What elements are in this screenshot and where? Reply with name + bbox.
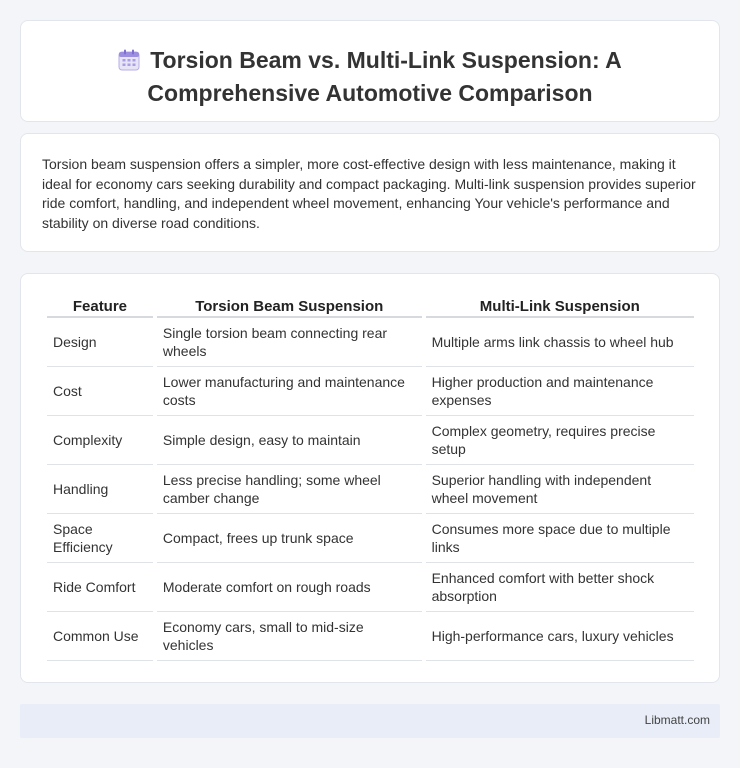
- multi-link-cell: Enhanced comfort with better shock absorption: [426, 563, 694, 612]
- feature-cell: Ride Comfort: [47, 563, 153, 612]
- feature-cell: Space Efficiency: [47, 514, 153, 563]
- comparison-card: [20, 273, 720, 683]
- footer: [20, 704, 720, 738]
- feature-cell: Design: [47, 318, 153, 367]
- feature-cell: Common Use: [47, 612, 153, 661]
- table-row: [47, 318, 694, 367]
- table-row: [47, 465, 694, 514]
- torsion-beam-cell: Lower manufacturing and maintenance costs: [157, 367, 422, 416]
- page-title: [41, 45, 699, 108]
- torsion-beam-cell: Less precise handling; some wheel camber change: [157, 465, 422, 514]
- intro-card: [20, 133, 720, 252]
- torsion-beam-cell: Economy cars, small to mid-size vehicles: [157, 612, 422, 661]
- feature-cell: Handling: [47, 465, 153, 514]
- calendar-icon: [118, 48, 140, 78]
- footer-brand: Libmatt.com: [644, 713, 710, 727]
- multi-link-cell: Complex geometry, requires precise setup: [426, 416, 694, 465]
- table-row: [47, 612, 694, 661]
- table-row: [47, 563, 694, 612]
- multi-link-cell: Superior handling with independent wheel movement: [426, 465, 694, 514]
- torsion-beam-cell: Simple design, easy to maintain: [157, 416, 422, 465]
- table-row: [47, 367, 694, 416]
- header-multi-link: Multi-Link Suspension: [426, 296, 694, 318]
- comparison-table: [43, 296, 698, 661]
- multi-link-cell: Consumes more space due to multiple links: [426, 514, 694, 563]
- torsion-beam-cell: Compact, frees up trunk space: [157, 514, 422, 563]
- multi-link-cell: High-performance cars, luxury vehicles: [426, 612, 694, 661]
- torsion-beam-cell: Moderate comfort on rough roads: [157, 563, 422, 612]
- title-card: [20, 20, 720, 122]
- table-row: [47, 416, 694, 465]
- table-row: [47, 514, 694, 563]
- feature-cell: Complexity: [47, 416, 153, 465]
- header-feature: Feature: [47, 296, 153, 318]
- title-text: Torsion Beam vs. Multi-Link Suspension: A Comprehensive Automotive Comparison: [147, 47, 622, 106]
- feature-cell: Cost: [47, 367, 153, 416]
- table-header-row: [47, 296, 694, 318]
- multi-link-cell: Multiple arms link chassis to wheel hub: [426, 318, 694, 367]
- torsion-beam-cell: Single torsion beam connecting rear wheels: [157, 318, 422, 367]
- header-torsion-beam: Torsion Beam Suspension: [157, 296, 422, 318]
- intro-paragraph: Torsion beam suspension offers a simpler, more cost-effective design with less maintenance, making it ideal for economy cars seeking durability and compact packaging. Multi-link suspension provides superior ride comfort, handling, and independent wheel movement, enhancing Your vehicle's performance and stability on diverse road conditions.: [42, 156, 696, 231]
- multi-link-cell: Higher production and maintenance expenses: [426, 367, 694, 416]
